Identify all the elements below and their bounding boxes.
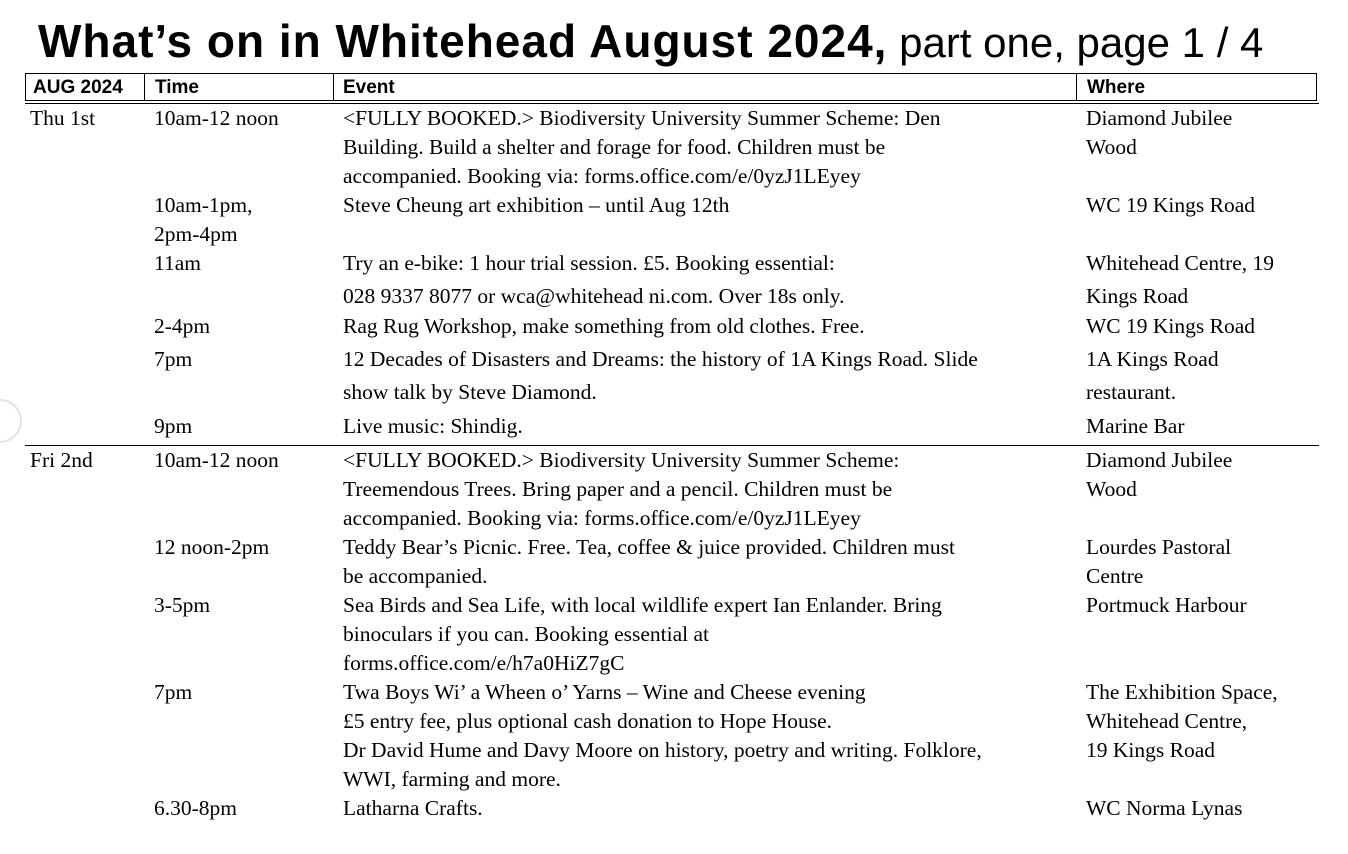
page-title-subtitle: part one, page 1 / 4 [887,19,1264,66]
event-where-line: Lourdes Pastoral [1086,535,1232,559]
event-where-line: restaurant. [1086,380,1177,404]
event-where-line: Whitehead Centre, 19 [1086,251,1275,275]
event-event-line: Teddy Bear’s Picnic. Free. Tea, coffee & juice provided. Children must [343,535,955,559]
event-where-line: Marine Bar [1086,414,1185,438]
event-where-line: Wood [1086,135,1137,159]
event-where-line: The Exhibition Space, [1086,680,1278,704]
event-where-line: WC Norma Lynas [1086,796,1243,820]
event-event-line: show talk by Steve Diamond. [343,380,597,404]
header-time: Time [155,77,200,98]
event-time-line: 6.30-8pm [154,796,238,820]
event-event-line: forms.office.com/e/h7a0HiZ7gC [343,651,625,675]
event-where-line: Whitehead Centre, [1086,709,1248,733]
event-where-line: Wood [1086,477,1137,501]
page-title-main: What’s on in Whitehead August 2024, [38,15,888,67]
event-time-line: 7pm [154,347,193,371]
event-event-line: Sea Birds and Sea Life, with local wildlife expert Ian Enlander. Bring [343,593,942,617]
event-event-line: be accompanied. [343,564,488,588]
event-event-line: Latharna Crafts. [343,796,483,820]
event-event-line: WWI, farming and more. [343,767,561,791]
event-event-line: Twa Boys Wi’ a Wheen o’ Yarns – Wine and Cheese evening [343,680,866,704]
event-time-line: 10am-12 noon [154,448,279,472]
event-where-line: Portmuck Harbour [1086,593,1247,617]
header-divider [1076,74,1077,100]
event-event-line: accompanied. Booking via: forms.office.com/e/0yzJ1LEyey [343,164,861,188]
event-time-line: 12 noon-2pm [154,535,270,559]
page-title [38,14,1338,80]
event-where-line: Diamond Jubilee [1086,106,1233,130]
event-event-line: Rag Rug Workshop, make something from old clothes. Free. [343,314,865,338]
event-where-line: 19 Kings Road [1086,738,1215,762]
event-event-line: Steve Cheung art exhibition – until Aug 12th [343,193,730,217]
event-time-line: 10am-12 noon [154,106,279,130]
event-time-line: 2-4pm [154,314,211,338]
event-time-line: 3-5pm [154,593,211,617]
event-where-line: WC 19 Kings Road [1086,193,1256,217]
event-event-line: <FULLY BOOKED.> Biodiversity University Summer Scheme: [343,448,900,472]
event-event-line: binoculars if you can. Booking essential at [343,622,710,646]
event-time-line: 11am [154,251,201,275]
day-label: Thu 1st [30,106,96,130]
day-label: Fri 2nd [30,448,93,472]
event-time-line: 7pm [154,680,193,704]
header-where: Where [1087,77,1146,98]
header-divider [144,74,145,100]
event-event-line: Building. Build a shelter and forage for food. Children must be [343,135,886,159]
event-where-line: Centre [1086,564,1144,588]
event-time-line: 10am-1pm, [154,193,253,217]
event-event-line: Try an e-bike: 1 hour trial session. £5. Booking essential: [343,251,835,275]
event-event-line: Live music: Shindig. [343,414,523,438]
edge-circle-decoration [0,399,22,443]
event-event-line: 028 9337 8077 or wca@whitehead ni.com. Over 18s only. [343,284,845,308]
event-time-line: 9pm [154,414,193,438]
header-divider [333,74,334,100]
event-where-line: WC 19 Kings Road [1086,314,1256,338]
event-event-line: £5 entry fee, plus optional cash donation to Hope House. [343,709,833,733]
event-event-line: Dr David Hume and Davy Moore on history, poetry and writing. Folklore, [343,738,982,762]
event-where-line: 1A Kings Road [1086,347,1219,371]
event-where-line: Diamond Jubilee [1086,448,1233,472]
header-event: Event [343,77,395,98]
table-header [25,73,1317,101]
event-event-line: Treemendous Trees. Bring paper and a pencil. Children must be [343,477,893,501]
event-event-line: 12 Decades of Disasters and Dreams: the history of 1A Kings Road. Slide [343,347,978,371]
header-date: AUG 2024 [33,77,123,98]
event-where-line: Kings Road [1086,284,1189,308]
event-time-line: 2pm-4pm [154,222,238,246]
event-event-line: accompanied. Booking via: forms.office.com/e/0yzJ1LEyey [343,506,861,530]
event-event-line: <FULLY BOOKED.> Biodiversity University Summer Scheme: Den [343,106,941,130]
